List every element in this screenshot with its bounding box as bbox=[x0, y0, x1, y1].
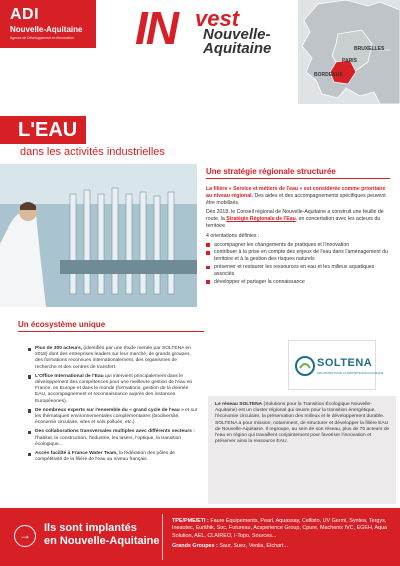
footer-banner bbox=[0, 508, 400, 566]
footer-tpe-list: Faure Equipements, Pearl, Aquassay, Cellisto, UV Germi, Syntea, Tergys, Ineautec, Eurithik, Soc, Futureau, Acsperience Group, Cpure, Machenix IVC, EGEH, Aqua Solution, AEL, CLAIREO, I-Topo, Sources... bbox=[172, 518, 388, 539]
footer-tpe-label: TPE/PME/ETI : bbox=[172, 518, 209, 524]
ecosystem-item-text: l'habitat, la construction, l'industrie, les lasers, l'optique, la transition écologique... bbox=[35, 435, 182, 447]
map-city-bruxelles: BRUXELLES bbox=[354, 46, 385, 52]
footer-groups bbox=[172, 543, 394, 550]
title-region-line2: Aquitaine bbox=[203, 40, 272, 57]
ecosystem-heading: Un écosystème unique bbox=[18, 320, 106, 329]
map-city-paris: PARIS bbox=[342, 58, 357, 64]
ecosystem-item-bold: Des collaborations transversales multiples avec différents secteurs : bbox=[35, 429, 195, 435]
title-in: IN bbox=[135, 2, 177, 54]
soltena-text-body: (Solutions pour la Transition Écologique Nouvelle-Aquitaine) est un cluster régional qui œuvre pour la transition énergétique, l'économie circulaire, la préservation des milieux et le développement durable. SOLTENA a pour mission, notamment, de structurer et développer la filière EAU de Nouvelle-Aquitaine. Il regroupe, au sein de son réseau, plus de 70 acteurs de l'eau en région qui travaillent conjointement pour favoriser l'innovation et préserver ainsi la ressource EAU. bbox=[215, 402, 390, 445]
ecosystem-item-text: et sur les thématiques environnementales complémentaires (biodiversité, économie circulaire, sites et sols pollués, etc.). bbox=[35, 407, 198, 426]
strategy-p2-after: , en concertation avec les acteurs du territoire. bbox=[206, 216, 381, 229]
ecosystem-divider bbox=[18, 331, 204, 332]
orientation-item: développer et partager la connaissance bbox=[206, 279, 390, 286]
ecosystem-item-bold: Accès facilité à France Water Team, bbox=[35, 451, 118, 457]
strategy-link[interactable]: Stratégie Régionale de l'Eau bbox=[226, 216, 296, 223]
strategy-section bbox=[206, 186, 390, 286]
soltena-emblem-icon bbox=[295, 356, 315, 376]
europe-map-graphic bbox=[298, 0, 400, 104]
orientation-item: contribuer à la prise en compte des enjeux de l'eau dans l'aménagement du territoire et à la gestion des risques naturels bbox=[206, 249, 390, 263]
orientations-intro: 4 orientations définies : bbox=[206, 232, 260, 239]
soltena-text-bold: Le réseau SOLTENA bbox=[215, 402, 263, 407]
lab-photo bbox=[0, 164, 197, 307]
strategy-divider bbox=[206, 178, 390, 179]
soltena-description bbox=[215, 402, 393, 445]
logo-tagline: Agence de Développement et d'Innovation bbox=[10, 36, 74, 40]
footer-groups-list: Saur, Suez, Veolia, Etchart... bbox=[217, 543, 288, 550]
ecosystem-item bbox=[28, 429, 200, 448]
lab-photo-graphic bbox=[0, 164, 197, 307]
orientation-item: préserver et restaurer les ressources en eau et les milieux aquatiques associés bbox=[206, 264, 390, 278]
orientations-list bbox=[206, 242, 390, 286]
footer-companies bbox=[172, 518, 394, 551]
footer-title-line2: en Nouvelle-Aquitaine bbox=[44, 535, 160, 547]
footer-tpe bbox=[172, 518, 394, 540]
strategy-p2-before: Dès 2018, le Conseil régional de Nouvelle-Aquitaine a construit une feuille de route, la bbox=[206, 209, 384, 223]
title-region bbox=[203, 28, 271, 56]
soltena-logo-name: SOLTENA bbox=[317, 357, 373, 369]
soltena-logo-sub: SOLUTIONS POUR LA TRANSITION ÉCOLOGIQUE bbox=[317, 371, 384, 375]
ecosystem-item bbox=[28, 408, 200, 427]
ecosystem-item-text: (identifiés par une étude menée par SOLTENA en 2018) dont des entreprises leaders sur leur marché, de grands groupes, des formations reconnues internationalement, des organismes de recherche et des centres de transfert. bbox=[35, 346, 191, 370]
logo-region: Nouvelle-Aquitaine bbox=[10, 25, 83, 34]
page-title: L'EAU bbox=[0, 116, 86, 144]
adi-logo bbox=[0, 0, 96, 48]
title-vest: vest bbox=[195, 6, 240, 31]
strategy-heading: Une stratégie régionale structurée bbox=[206, 167, 336, 176]
ecosystem-item-text: la fédération des pôles de compétitivité de la filière de l'eau au niveau français. bbox=[35, 451, 176, 463]
map-city-bordeaux: BORDEAUX bbox=[314, 72, 343, 78]
strategy-p1-bold: La filière « Service et métiers de l'eau » est considérée comme prioritaire au niveau régional. bbox=[206, 186, 386, 199]
ecosystem-item bbox=[28, 451, 200, 463]
ecosystem-item-text: qui intervient principalement dans le développement des compétences pour une meilleure gestion de l'eau en France, en Europe et dans le monde (formations, gestion de la donnée EAU, accompagnement et reconnaissance auprès des instances Européennes). bbox=[35, 373, 193, 404]
footer-title-line1: Ils sont implantés bbox=[44, 522, 137, 534]
ecosystem-item bbox=[28, 374, 200, 405]
soltena-logo bbox=[288, 340, 384, 390]
footer-title bbox=[44, 522, 160, 548]
arrow-right-icon: → bbox=[14, 525, 36, 547]
title-region-line1: Nouvelle- bbox=[203, 26, 271, 43]
ecosystem-list bbox=[28, 346, 200, 466]
ecosystem-item-bold: L'Office International de l'Eau bbox=[35, 373, 104, 379]
orientation-item: accompagner les changements de pratiques et l'innovation bbox=[206, 242, 390, 249]
footer-separator bbox=[162, 514, 163, 560]
strategy-paragraph-2 bbox=[206, 209, 390, 229]
footer-groups-label: Grands Groupes : bbox=[172, 543, 218, 550]
logo-name: ADI bbox=[10, 6, 40, 23]
strategy-paragraph-1 bbox=[206, 186, 390, 206]
ecosystem-item bbox=[28, 346, 200, 371]
ecosystem-item-bold: Plus de 300 acteurs, bbox=[35, 346, 83, 351]
strategy-p1-text: Des aides et des accompagnements spécifiques peuvent être mobilisés. bbox=[206, 192, 386, 206]
invest-title bbox=[135, 2, 272, 57]
europe-map bbox=[298, 0, 400, 104]
page-subtitle: dans les activités industrielles bbox=[20, 146, 165, 158]
ecosystem-item-bold: De nombreux experts sur l'ensemble du « grand cycle de l'eau » bbox=[35, 407, 184, 413]
